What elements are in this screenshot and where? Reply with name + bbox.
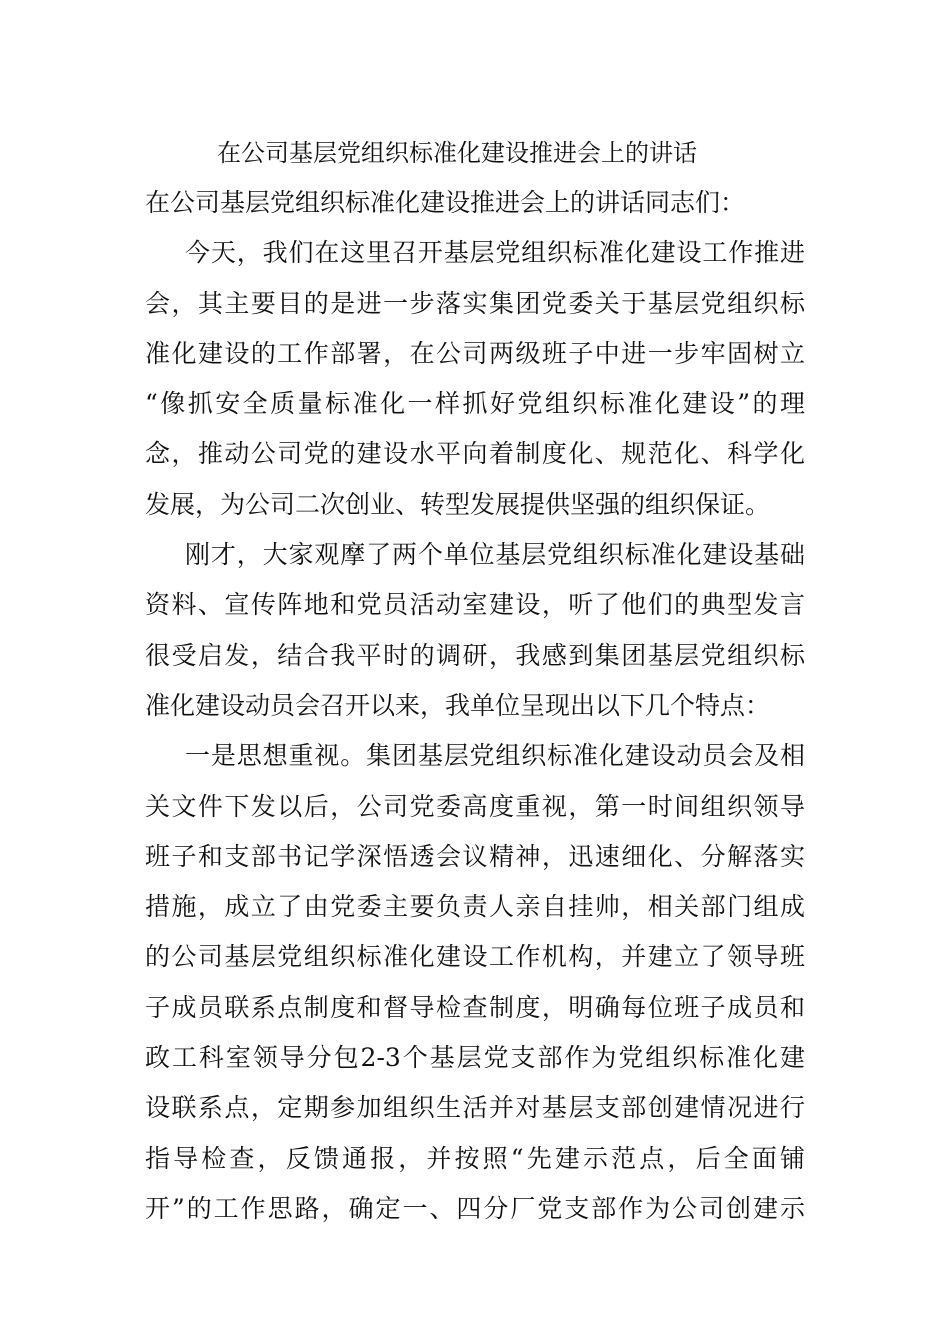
text-line: 的公司基层党组织标准化建设工作机构，并建立了领导班: [145, 942, 805, 972]
paragraph-meeting-purpose: [145, 228, 805, 530]
text-line: 政工科室领导分包2-3个基层党支部作为党组织标准化建: [145, 1043, 805, 1073]
text-line: 会，其主要目的是进一步落实集团党委关于基层党组织标: [145, 288, 805, 318]
text-line: 班子和支部书记学深悟透会议精神，迅速细化、分解落实: [145, 841, 805, 871]
text-line: 念，推动公司党的建设水平向着制度化、规范化、科学化: [145, 439, 805, 469]
document-title: 在公司基层党组织标准化建设推进会上的讲话: [217, 139, 697, 167]
text-line: 准化建设的工作部署，在公司两级班子中进一步牢固树立: [145, 338, 805, 368]
text-line: 很受启发，结合我平时的调研，我感到集团基层党组织标: [145, 640, 805, 670]
text-line: “像抓安全质量标准化一样抓好党组织标准化建设”的理: [145, 389, 805, 419]
heading-repeat-paragraph: [145, 178, 805, 228]
paragraph-ideological-emphasis: [145, 731, 805, 1234]
text-line: 子成员联系点制度和督导检查制度，明确每位班子成员和: [145, 992, 805, 1022]
text-line: 关文件下发以后，公司党委高度重视，第一时间组织领导: [145, 791, 805, 821]
text-line: 指导检查，反馈通报，并按照“先建示范点，后全面铺: [145, 1143, 805, 1173]
text-line: 在公司基层党组织标准化建设推进会上的讲话同志们：: [145, 188, 746, 217]
text-line: 一是思想重视。集团基层党组织标准化建设动员会及相: [185, 741, 805, 771]
text-line: 准化建设动员会召开以来，我单位呈现出以下几个特点：: [145, 690, 771, 720]
paragraph-observation: [145, 530, 805, 731]
text-line: 措施，成立了由党委主要负责人亲自挂帅，相关部门组成: [145, 892, 805, 922]
text-line: 今天，我们在这里召开基层党组织标准化建设工作推进: [185, 238, 805, 268]
text-line: 开”的工作思路，确定一、四分厂党支部作为公司创建示: [145, 1193, 805, 1223]
text-line: 刚才，大家观摩了两个单位基层党组织标准化建设基础: [185, 540, 805, 570]
document-page: [145, 128, 805, 1234]
text-line: 发展，为公司二次创业、转型发展提供坚强的组织保证。: [145, 489, 771, 519]
text-line: 资料、宣传阵地和党员活动室建设，听了他们的典型发言: [145, 590, 805, 620]
text-line: 设联系点，定期参加组织生活并对基层支部创建情况进行: [145, 1093, 805, 1123]
